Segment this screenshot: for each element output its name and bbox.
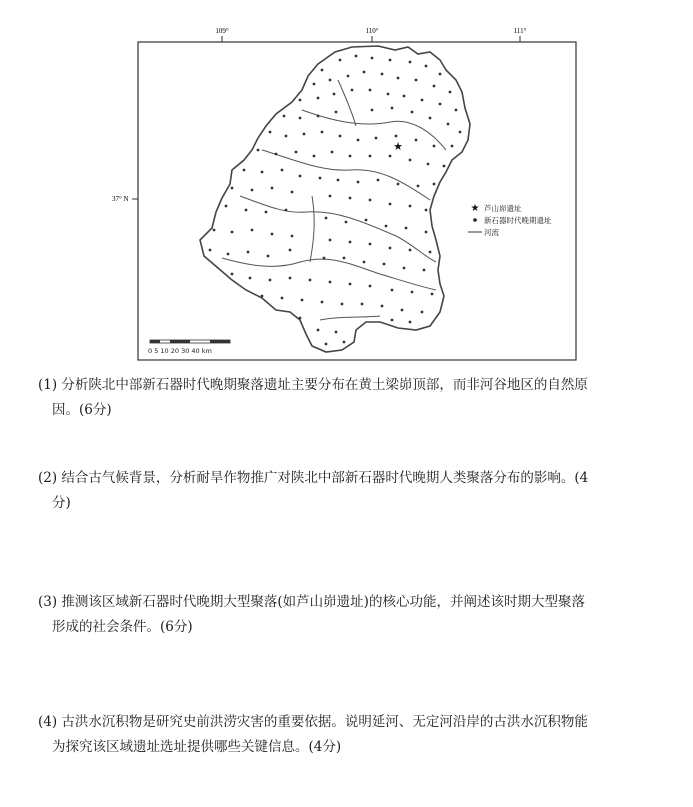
- lon-label-111: 111°: [513, 27, 527, 35]
- lat-label-37: 37° N: [112, 195, 129, 203]
- legend-river-label: 河流: [484, 228, 499, 237]
- question-2: [38, 466, 658, 516]
- question-3: [38, 590, 658, 640]
- settlement-map: [0, 0, 693, 370]
- question-4-line-2: 为探究该区域遗址选址提供哪些关键信息。(4分): [52, 739, 342, 755]
- question-2-line-2: 分): [52, 495, 71, 511]
- question-1-line-1: (1) 分析陕北中部新石器时代晚期聚落遗址主要分布在黄土梁峁顶部，而非河谷地区的自然原: [38, 377, 588, 393]
- question-1: [38, 373, 658, 423]
- legend-star-icon: ★: [470, 203, 480, 214]
- legend-dot-icon: [473, 218, 477, 222]
- scale-bar: [150, 340, 230, 343]
- lon-label-109: 109°: [215, 27, 229, 35]
- legend-settlement-label: 新石器时代晚期遗址: [484, 216, 552, 225]
- question-1-line-2: 因。(6分): [52, 402, 112, 418]
- longitude-ticks: [222, 36, 520, 42]
- question-4: [38, 710, 658, 760]
- question-2-line-1: (2) 结合古气候背景，分析耐旱作物推广对陕北中部新石器时代晚期人类聚落分布的影响。(4: [38, 470, 589, 486]
- lon-label-110: 110°: [365, 27, 379, 35]
- lushanmao-star-icon: ★: [393, 140, 403, 153]
- question-3-line-1: (3) 推测该区域新石器时代晚期大型聚落(如芦山峁遗址)的核心功能，并阐述该时期大型聚落: [38, 594, 585, 610]
- question-4-line-1: (4) 古洪水沉积物是研究史前洪涝灾害的重要依据。说明延河、无定河沿岸的古洪水沉积物能: [38, 714, 588, 730]
- question-3-line-2: 形成的社会条件。(6分): [52, 619, 193, 635]
- scale-bar-label: 0 5 10 20 30 40 km: [148, 347, 212, 355]
- legend-site-label: 芦山峁遗址: [484, 204, 522, 213]
